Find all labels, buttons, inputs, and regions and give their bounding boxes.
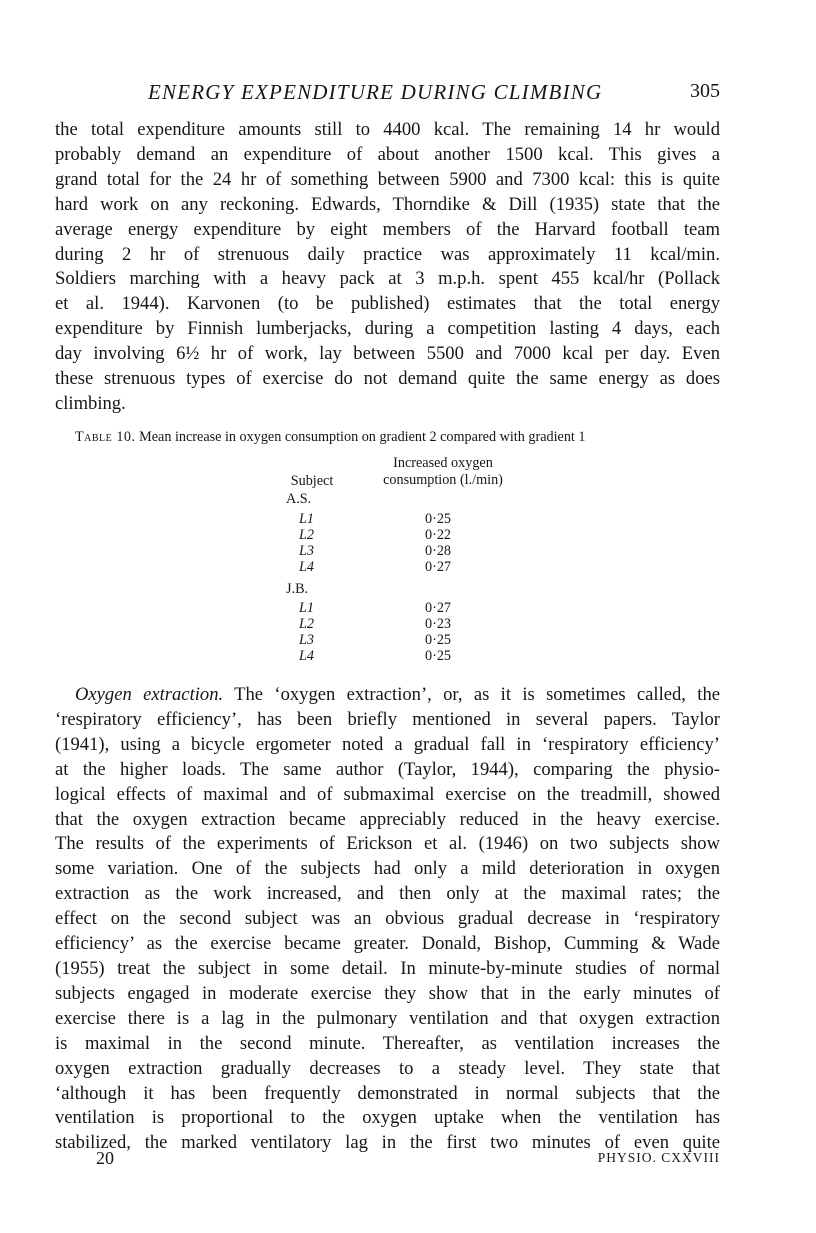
text-line: (1941), using a bicycle ergometer noted a gradual fall in ‘respiratory efficiency’: [55, 733, 720, 755]
table-cell-value: 0·27: [425, 559, 452, 575]
text-line: expenditure by Finnish lumberjacks, during a competition lasting 4 days, each: [55, 318, 720, 340]
table-cell-level: L3: [299, 632, 314, 648]
table-cell-value: 0·28: [425, 543, 452, 559]
table-cell-level: L3: [299, 543, 314, 559]
text-line: exercise there is a lag in the pulmonary ventilation and that oxygen extraction: [55, 1007, 720, 1029]
text-line: [55, 683, 720, 708]
running-title: ENERGY EXPENDITURE DURING CLIMBING: [148, 80, 603, 104]
text-line: effect on the second subject was an obvious gradual decrease in ‘respiratory: [55, 908, 720, 930]
text-line: et al. 1944). Karvonen (to be published) estimates that the total energy: [55, 293, 720, 315]
text-line: these strenuous types of exercise do not demand quite the same energy as does: [55, 368, 720, 390]
column-header-oxygen-line2: consumption (l./min): [383, 472, 503, 488]
text-line: is maximal in the second minute. Thereafter, as ventilation increases the: [55, 1032, 720, 1054]
table-caption-text: Mean increase in oxygen consumption on gradient 2 compared with gradient 1: [139, 429, 586, 445]
table-cell-value: 0·25: [425, 632, 452, 648]
column-header-oxygen-line1: Increased oxygen: [393, 455, 493, 471]
table-caption: [75, 429, 586, 446]
section-heading: Oxygen extraction.: [75, 684, 224, 705]
paragraph-oxygen-extraction: [55, 683, 720, 1156]
table-cell-level: L4: [299, 648, 314, 664]
text-line: Soldiers marching with a heavy pack at 3 m.p.h. spent 455 kcal/hr (Pollack: [55, 268, 720, 290]
table-cell-level: L4: [299, 559, 314, 575]
table-cell-level: L2: [299, 616, 314, 632]
text-line: during 2 hr of strenuous daily practice was approximately 11 kcal/min.: [55, 243, 720, 265]
text-line: logical effects of maximal and of submaximal exercise on the treadmill, showed: [55, 783, 720, 805]
text-line: ‘although it has been frequently demonstrated in normal subjects that the: [55, 1082, 720, 1104]
text-line: the total expenditure amounts still to 4400 kcal. The remaining 14 hr would: [55, 119, 720, 140]
signature-mark: 20: [96, 1148, 114, 1168]
table-cell-value: 0·25: [425, 648, 452, 664]
table-cell-value: 0·22: [425, 527, 452, 543]
text-line: day involving 6½ hr of work, lay between 5500 and 7000 kcal per day. Even: [55, 343, 720, 365]
text-line: average energy expenditure by eight members of the Harvard football team: [55, 218, 720, 240]
text-line: The results of the experiments of Erickson et al. (1946) on two subjects show: [55, 833, 720, 855]
page-footer: [96, 1148, 720, 1172]
table-cell-level: L1: [299, 600, 314, 616]
column-header-oxygen: [368, 455, 518, 489]
text-line: that the oxygen extraction became appreciably reduced in the heavy exercise.: [55, 808, 720, 830]
paragraph-energy-comparison: [55, 118, 720, 417]
text-line: efficiency’ as the exercise became greater. Donald, Bishop, Cumming & Wade: [55, 933, 720, 955]
table-label: Table 10.: [75, 429, 136, 445]
column-header-subject: Subject: [290, 473, 334, 489]
journal-signature: PHYSIO. CXXVIII: [597, 1150, 720, 1165]
text-line: extraction as the work increased, and then only at the maximal rates; the: [55, 883, 720, 905]
text-line: ‘respiratory efficiency’, has been briefly mentioned in several papers. Taylor: [55, 708, 720, 730]
text-line-rest: The ‘oxygen extraction’, or, as it is sometimes called, the: [234, 684, 721, 705]
text-line: ventilation is proportional to the oxygen uptake when the ventilation has: [55, 1107, 720, 1129]
table-cell-level: L2: [299, 527, 314, 543]
text-line: grand total for the 24 hr of something between 5900 and 7300 kcal: this is quite: [55, 168, 720, 190]
text-line: hard work on any reckoning. Edwards, Thorndike & Dill (1935) state that the: [55, 193, 720, 215]
table-cell-value: 0·23: [425, 616, 452, 632]
page-number: 305: [690, 80, 720, 102]
page-header: [96, 80, 720, 110]
text-line: stabilized, the marked ventilatory lag in the first two minutes of even quite: [55, 1132, 720, 1154]
table-cell-value: 0·27: [425, 600, 452, 616]
table-cell-value: 0·25: [425, 511, 452, 527]
subject-group-label: A.S.: [286, 491, 312, 507]
text-line: probably demand an expenditure of about another 1500 kcal. This gives a: [55, 143, 720, 165]
text-line: (1955) treat the subject in some detail. In minute-by-minute studies of normal: [55, 957, 720, 979]
text-line: some variation. One of the subjects had only a mild deterioration in oxygen: [55, 858, 720, 880]
text-line: climbing.: [55, 392, 126, 414]
table-cell-level: L1: [299, 511, 314, 527]
text-line: at the higher loads. The same author (Taylor, 1944), comparing the physio-: [55, 758, 720, 780]
subject-group-label: J.B.: [286, 581, 309, 597]
text-line: oxygen extraction gradually decreases to a steady level. They state that: [55, 1057, 720, 1079]
text-line: subjects engaged in moderate exercise they show that in the early minutes of: [55, 982, 720, 1004]
